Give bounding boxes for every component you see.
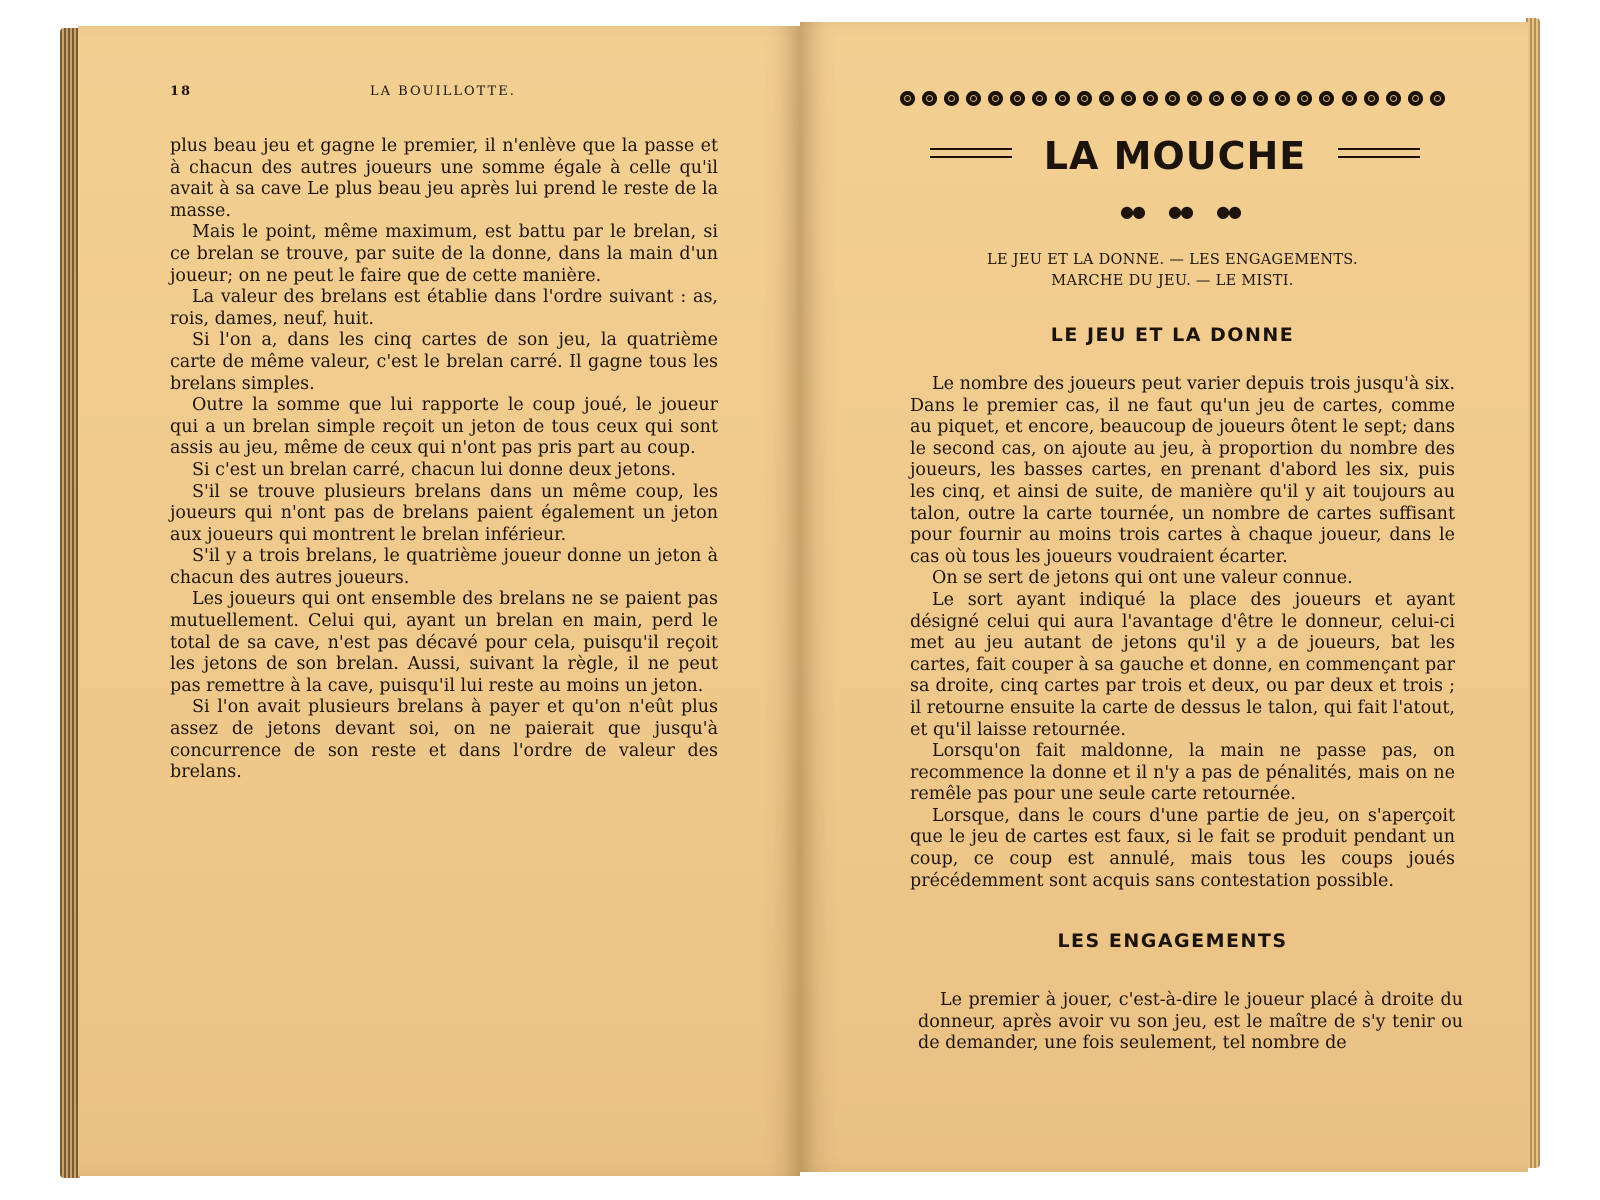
paragraph: Si l'on a, dans les cinq cartes de son jeu, la quatrième carte de même valeur, c'est le brelan carré. Il gagne tous les brelans simples. xyxy=(170,330,718,394)
right-page xyxy=(800,22,1528,1172)
chapter-header xyxy=(930,134,1420,184)
dots-ornament: ●● ●● ●● xyxy=(1120,202,1240,221)
paragraph: On se sert de jetons qui ont une valeur connue. xyxy=(932,568,1353,589)
paragraph: Mais le point, même maximum, est battu par le brelan, si ce brelan se trouve, par suite de la donne, dans la main d'un joueur; on ne peut le faire que de cette manière. xyxy=(170,222,718,286)
section-text xyxy=(918,990,1463,1055)
left-page-text xyxy=(170,136,718,784)
section-heading: LE JEU ET LA DONNE xyxy=(1050,324,1295,346)
paragraph: Si c'est un brelan carré, chacun lui donne deux jetons. xyxy=(192,459,677,480)
paragraph: Le premier à jouer, c'est-à-dire le joueur placé à droite du donneur, après avoir vu son jeu, est le maître de s'y tenir ou de demander, une fois seulement, tel nombre de xyxy=(918,990,1463,1054)
book-edge-left xyxy=(60,28,80,1178)
running-head-title: LA BOUILLOTTE. xyxy=(370,84,516,99)
paragraph: Les joueurs qui ont ensemble des brelans ne se paient pas mutuellement. Celui qui, ayant un brelan en main, perd le total de sa cave, n'est pas décavé pour cela, puisqu'il reçoit les jetons de son brelan. Aussi, suivant la règle, il ne peut pas remettre à la cave, puisqu'il lui reste au moins un jeton. xyxy=(170,589,718,696)
section-heading: LES ENGAGEMENTS xyxy=(1057,930,1288,952)
section-text xyxy=(910,374,1455,892)
paragraph: Outre la somme que lui rapporte le coup joué, le joueur qui a un brelan simple reçoit un jeton de tous ceux qui sont assis au jeu, même de ceux qui n'ont pas pris part au coup. xyxy=(170,395,718,459)
ornament-bar xyxy=(900,90,1445,106)
paragraph: Le nombre des joueurs peut varier depuis trois jusqu'à six. Dans le premier cas, il ne faut qu'un jeu de cartes, comme au piquet, et encore, beaucoup de joueurs ôtent le sept; dans le second cas, on ajoute au jeu, à proportion du nombre des joueurs, les basses cartes, en prenant d'abord les six, puis les cinq, et ainsi de suite, de manière qu'il y ait toujours au talon, outre la carte tournée, un nombre de cartes suffisant pour fournir au moins trois cartes à chaque joueur, dans le cas où tous les joueurs voudraient écarter. xyxy=(910,374,1455,567)
paragraph: S'il se trouve plusieurs brelans dans un même coup, les joueurs qui n'ont pas de brelans paient également un jeton aux joueurs qui montrent le brelan inférieur. xyxy=(170,481,718,545)
summary-line: MARCHE DU JEU. — LE MISTI. xyxy=(1051,273,1294,289)
left-page xyxy=(78,26,800,1176)
decorative-rule-right xyxy=(1338,148,1420,168)
summary-line: LE JEU ET LA DONNE. — LES ENGAGEMENTS. xyxy=(987,252,1358,268)
open-book xyxy=(60,18,1540,1178)
paragraph: Lorsque, dans le cours d'une partie de jeu, on s'aperçoit que le jeu de cartes est faux, si le fait se produit pendant un coup, ce coup est annulé, mais tous les coups joués précédemment sont acquis sans contestation possible. xyxy=(910,805,1455,891)
book-edge-right xyxy=(1526,18,1540,1168)
page-number: 18 xyxy=(170,84,193,99)
paragraph: Lorsqu'on fait maldonne, la main ne passe pas, on recommence la donne et il n'y a pas de pénalités, mais on ne remêle pas pour une seule carte retournée. xyxy=(910,741,1455,805)
paragraph: S'il y a trois brelans, le quatrième joueur donne un jeton à chacun des autres joueurs. xyxy=(170,546,718,588)
chapter-title: LA MOUCHE xyxy=(1043,134,1307,178)
paragraph: Le sort ayant indiqué la place des joueurs et ayant désigné celui qui aura l'avantage d'être le donneur, celui-ci met au jeu autant de jetons qu'il y a de joueurs, bat les cartes, fait couper à sa gauche et donne, en commençant par sa droite, cinq cartes par trois et deux, ou par deux et trois ; il retourne ensuite la carte de dessus le talon, qui fait l'atout, et qu'il laisse retournée. xyxy=(910,589,1455,740)
chapter-summary xyxy=(900,250,1445,292)
paragraph: La valeur des brelans est établie dans l'ordre suivant : as, rois, dames, neuf, huit. xyxy=(170,287,718,329)
paragraph: Si l'on avait plusieurs brelans à payer et qu'on n'eût plus assez de jetons devant soi, on ne paierait que jusqu'à concurrence de son reste et dans l'ordre de valeur des brelans. xyxy=(170,697,718,783)
paragraph: plus beau jeu et gagne le premier, il n'enlève que la passe et à chacun des autres joueurs une somme égale à celle qu'il avait à sa cave Le plus beau jeu après lui prend le reste de la masse. xyxy=(170,136,718,221)
